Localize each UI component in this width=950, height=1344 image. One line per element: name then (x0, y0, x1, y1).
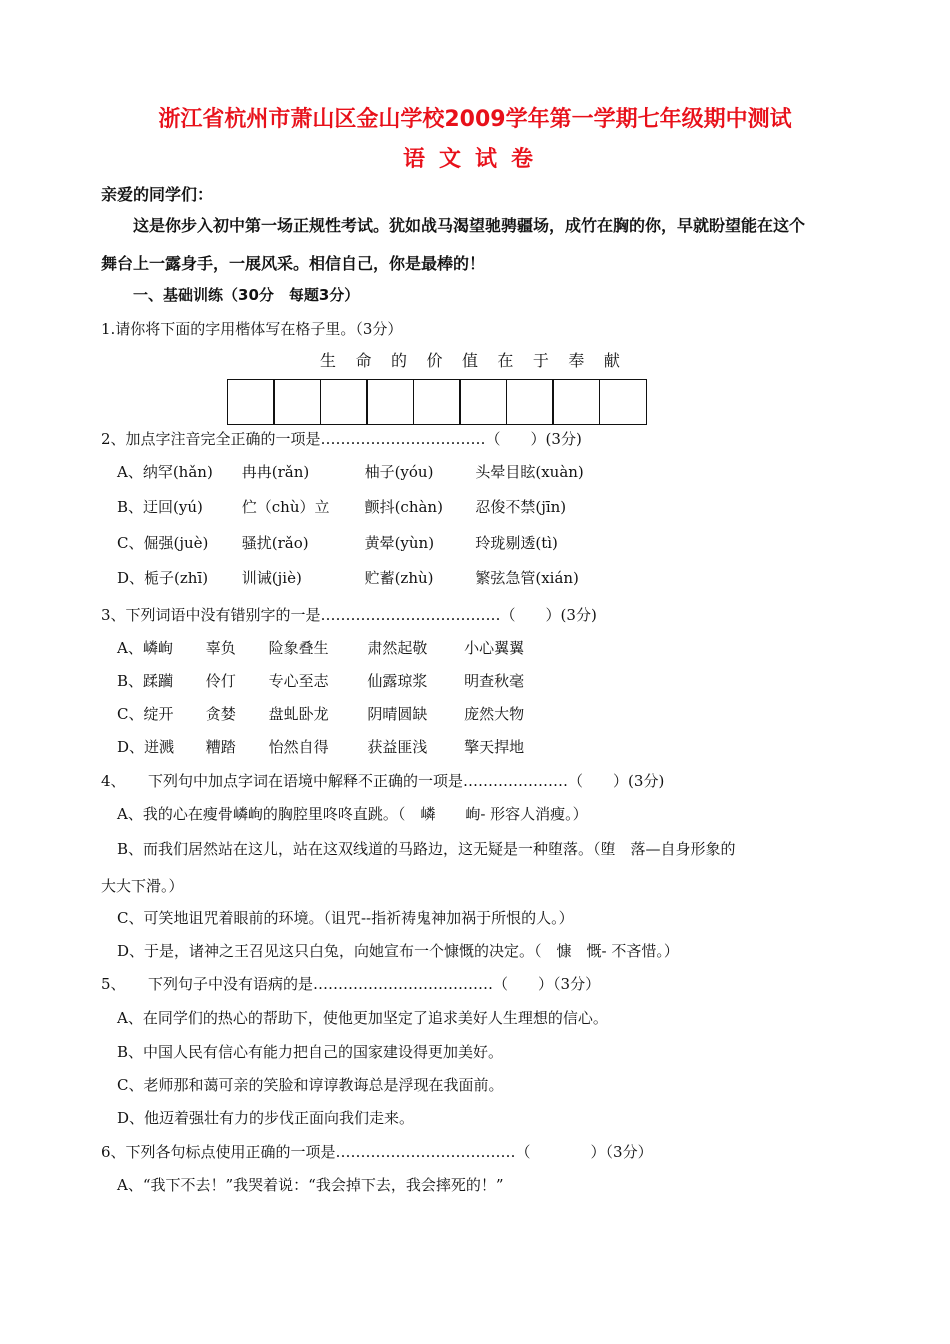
question-6: 6、下列各句标点使用正确的一项是………………………………（ ）（3分） (101, 1143, 653, 1161)
grid-cell[interactable] (413, 379, 461, 425)
exam-title: 浙江省杭州市萧山区金山学校2009学年第一学期七年级期中测试 (158, 107, 792, 132)
option-item: A、纳罕(hǎn) (117, 463, 213, 481)
char: 值 (461, 351, 478, 370)
grid-cell[interactable] (506, 379, 554, 425)
q3-option-b (117, 670, 524, 691)
question-1: 1.请你将下面的字用楷体写在格子里。（3分） (101, 320, 403, 338)
option-item: 冉冉(rǎn) (241, 463, 310, 481)
option-item: 小心翼翼 (464, 639, 525, 657)
q2-option-c (117, 532, 558, 553)
option-item: 擎天捍地 (464, 738, 525, 756)
q3-option-a (117, 637, 524, 658)
option-item: 肃然起敬 (367, 639, 428, 657)
greeting: 亲爱的同学们： (101, 185, 214, 204)
option-item: 玲珑剔透(tì) (475, 534, 558, 552)
q2-option-d (117, 567, 579, 588)
grid-cell[interactable] (320, 379, 368, 425)
q4-option-b-cont: 大大下滑。） (101, 877, 184, 895)
q3-option-c (117, 703, 524, 724)
q5-option-c: C、老师那和蔼可亲的笑脸和谆谆教诲总是浮现在我面前。 (117, 1076, 504, 1094)
grid-cell[interactable] (459, 379, 507, 425)
q5-option-d: D、他迈着强壮有力的步伐正面向我们走来。 (117, 1109, 415, 1127)
option-item: 伶仃 (205, 672, 236, 690)
char: 价 (426, 351, 443, 370)
intro-line-1: 这是你步入初中第一场正规性考试。犹如战马渴望驰骋疆场，成竹在胸的你，早就盼望能在这个 (133, 216, 806, 235)
option-item: D、迸溅 (117, 738, 175, 756)
option-item: 糟踏 (205, 738, 236, 756)
question-4: 4、 下列句中加点字词在语境中解释不正确的一项是…………………（ ）(3分) (101, 772, 665, 790)
option-item: C、绽开 (117, 705, 174, 723)
q2-option-b (117, 496, 566, 517)
q6-option-a: A、“我下不去！”我哭着说：“我会掉下去，我会摔死的！” (117, 1176, 504, 1194)
char: 于 (532, 351, 549, 370)
q3-option-d (117, 736, 524, 757)
option-item: 头晕目眩(xuàn) (475, 463, 584, 481)
q5-option-b: B、中国人民有信心有能力把自己的国家建设得更加美好。 (117, 1043, 504, 1061)
question-5: 5、 下列句子中没有语病的是………………………………（ ）（3分） (101, 975, 601, 993)
option-item: 盘虬卧龙 (268, 705, 329, 723)
q5-option-a: A、在同学们的热心的帮助下，使他更加坚定了追求美好人生理想的信心。 (117, 1009, 608, 1027)
option-item: C、倔强(juè) (117, 534, 209, 552)
option-item: 颤抖(chàn) (364, 498, 443, 516)
option-item: 庞然大物 (464, 705, 525, 723)
option-item: 骚扰(rǎo) (241, 534, 309, 552)
grid-cell[interactable] (599, 379, 647, 425)
char: 命 (355, 351, 372, 370)
option-item: 专心至志 (268, 672, 329, 690)
grid-cell[interactable] (273, 379, 321, 425)
option-item: 柚子(yóu) (364, 463, 434, 481)
char: 献 (603, 351, 620, 370)
q4-option-d: D、于是，诸神之王召见这只白兔，向她宣布一个慷慨的决定。（ 慷 慨- 不吝惜。） (117, 942, 679, 960)
q2-option-a (117, 461, 584, 482)
option-item: 仙露琼浆 (367, 672, 428, 690)
grid-cell[interactable] (227, 379, 275, 425)
exam-subtitle: 语文试卷 (402, 147, 547, 172)
option-item: 黄晕(yùn) (364, 534, 435, 552)
option-item: 训诫(jiè) (241, 569, 302, 587)
option-item: 怡然自得 (268, 738, 329, 756)
intro-line-2: 舞台上一露身手，一展风采。相信自己，你是最棒的！ (101, 254, 486, 273)
question-1-characters (320, 348, 620, 371)
option-item: 忍俊不禁(jīn) (475, 498, 567, 516)
option-item: 贪婪 (205, 705, 236, 723)
option-item: 阴晴圆缺 (367, 705, 428, 723)
char: 生 (320, 351, 337, 370)
char: 奉 (568, 351, 585, 370)
question-3: 3、下列词语中没有错别字的一是………………………………（ ）(3分) (101, 606, 597, 624)
option-item: 辜负 (205, 639, 236, 657)
grid-cell[interactable] (366, 379, 414, 425)
q4-option-a: A、我的心在瘦骨嶙峋的胸腔里咚咚直跳。（ 嶙 峋- 形容人消瘦。） (117, 805, 588, 823)
char: 的 (390, 351, 407, 370)
q4-option-b: B、而我们居然站在这儿，站在这双线道的马路边，这无疑是一种堕落。（堕 落—自身形象的 (117, 840, 736, 858)
option-item: 明查秋毫 (464, 672, 525, 690)
option-item: 险象叠生 (268, 639, 329, 657)
option-item: B、蹂躏 (117, 672, 174, 690)
writing-grid (228, 379, 647, 425)
option-item: 伫（chù）立 (241, 498, 330, 516)
option-item: D、栀子(zhī) (117, 569, 209, 587)
option-item: B、迂回(yú) (117, 498, 203, 516)
option-item: 获益匪浅 (367, 738, 428, 756)
option-item: A、嶙峋 (117, 639, 173, 657)
grid-cell[interactable] (552, 379, 600, 425)
option-item: 贮蓄(zhù) (364, 569, 434, 587)
q4-option-c: C、可笑地诅咒着眼前的环境。（诅咒--指祈祷鬼神加祸于所恨的人。） (117, 909, 574, 927)
char: 在 (497, 351, 514, 370)
section-heading: 一、基础训练（30分 每题3分） (133, 286, 360, 304)
option-item: 繁弦急管(xián) (475, 569, 579, 587)
question-2: 2、加点字注音完全正确的一项是……………………………（ ）(3分) (101, 430, 582, 448)
